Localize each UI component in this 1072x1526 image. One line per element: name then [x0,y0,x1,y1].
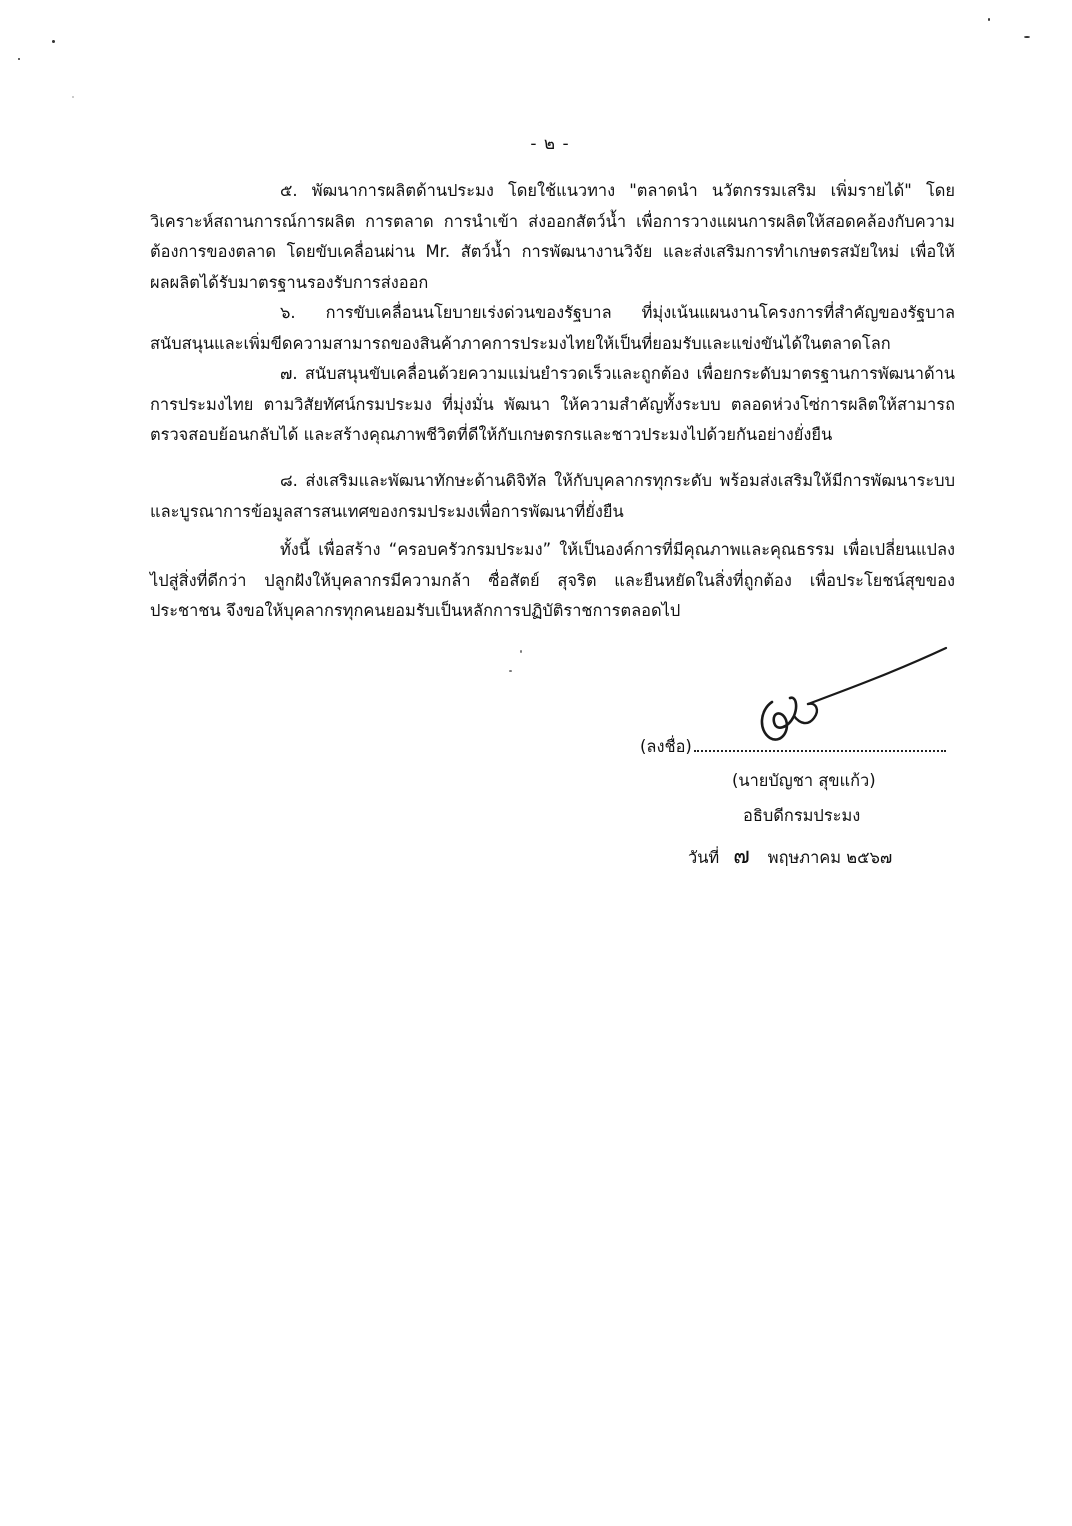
scan-speck [520,650,522,653]
signature-line [640,734,946,760]
scan-speck [509,670,512,672]
paragraph-item-7: ๗. สนับสนุนขับเคลื่อนด้วยความแม่นยำรวดเร็วและถูกต้อง เพื่อยกระดับมาตรฐานการพัฒนาด้านการประมงไทย ตามวิสัยทัศน์กรมประมง ที่มุ่งมั่น พัฒนา ให้ความสำคัญทั้งระบบ ตลอดห่วงโซ่การผลิตให้สามารถตรวจสอบย้อนกลับได้ และสร้างคุณภาพชีวิตที่ดีให้กับเกษตรกรและชาวประมงไปด้วยกันอย่างยั่งยืน [150,364,955,445]
date-month-year: พฤษภาคม ๒๕๖๗ [767,848,893,867]
date-day-handwritten: ๗ [733,844,750,869]
signature-block [620,640,980,880]
scan-speck [1024,36,1030,38]
signer-title: อธิบดีกรมประมง [743,806,861,825]
scan-speck [72,96,74,98]
paragraph-closing: ทั้งนี้ เพื่อสร้าง “ครอบครัวกรมประมง” ให้เป็นองค์การที่มีคุณภาพและคุณธรรม เพื่อเปลี่ยนแปลงไปสู่สิ่งที่ดีกว่า ปลูกฝังให้บุคลากรมีความกล้า ซื่อสัตย์ สุจริต และยืนหยัดในสิ่งที่ถูกต้อง เพื่อประโยชน์สุขของประชาชน จึงขอให้บุคลากรทุกคนยอมรับเป็นหลักการปฏิบัติราชการตลอดไป [150,540,955,621]
date-prefix: วันที่ [688,848,720,867]
signer-name: (นายบัญชา สุขแก้ว) [732,771,876,790]
page-number: - ๒ - [530,134,570,154]
scan-speck [988,18,990,21]
paragraph-item-6: ๖. การขับเคลื่อนนโยบายเร่งด่วนของรัฐบาล ที่มุ่งเน้นแผนงานโครงการที่สำคัญของรัฐบาล สนับสนุนและเพิ่มขีดความสามารถของสินค้าภาคการประมงไทยให้เป็นที่ยอมรับและแข่งขันได้ในตลาดโลก [150,303,955,353]
signature-dotted-line [694,750,946,752]
signing-date [688,838,892,873]
sign-label: (ลงชื่อ) [640,737,692,756]
paragraph-item-8: ๘. ส่งเสริมและพัฒนาทักษะด้านดิจิทัล ให้กับบุคลากรทุกระดับ พร้อมส่งเสริมให้มีการพัฒนาระบบและบูรณาการข้อมูลสารสนเทศของกรมประมงเพื่อการพัฒนาที่ยั่งยืน [150,471,955,521]
scan-speck [52,40,55,43]
paragraph-item-5: ๕. พัฒนาการผลิตด้านประมง โดยใช้แนวทาง "ตลาดนำ นวัตกรรมเสริม เพิ่มรายได้" โดยวิเคราะห์สถานการณ์การผลิต การตลาด การนำเข้า ส่งออกสัตว์น้ำ เพื่อการวางแผนการผลิตให้สอดคล้องกับความต้องการของตลาด โดยขับเคลื่อนผ่าน Mr. สัตว์น้ำ การพัฒนางานวิจัย และส่งเสริมการทำเกษตรสมัยใหม่ เพื่อให้ผลผลิตได้รับมาตรฐานรองรับการส่งออก [150,181,955,292]
scan-speck [18,58,20,60]
